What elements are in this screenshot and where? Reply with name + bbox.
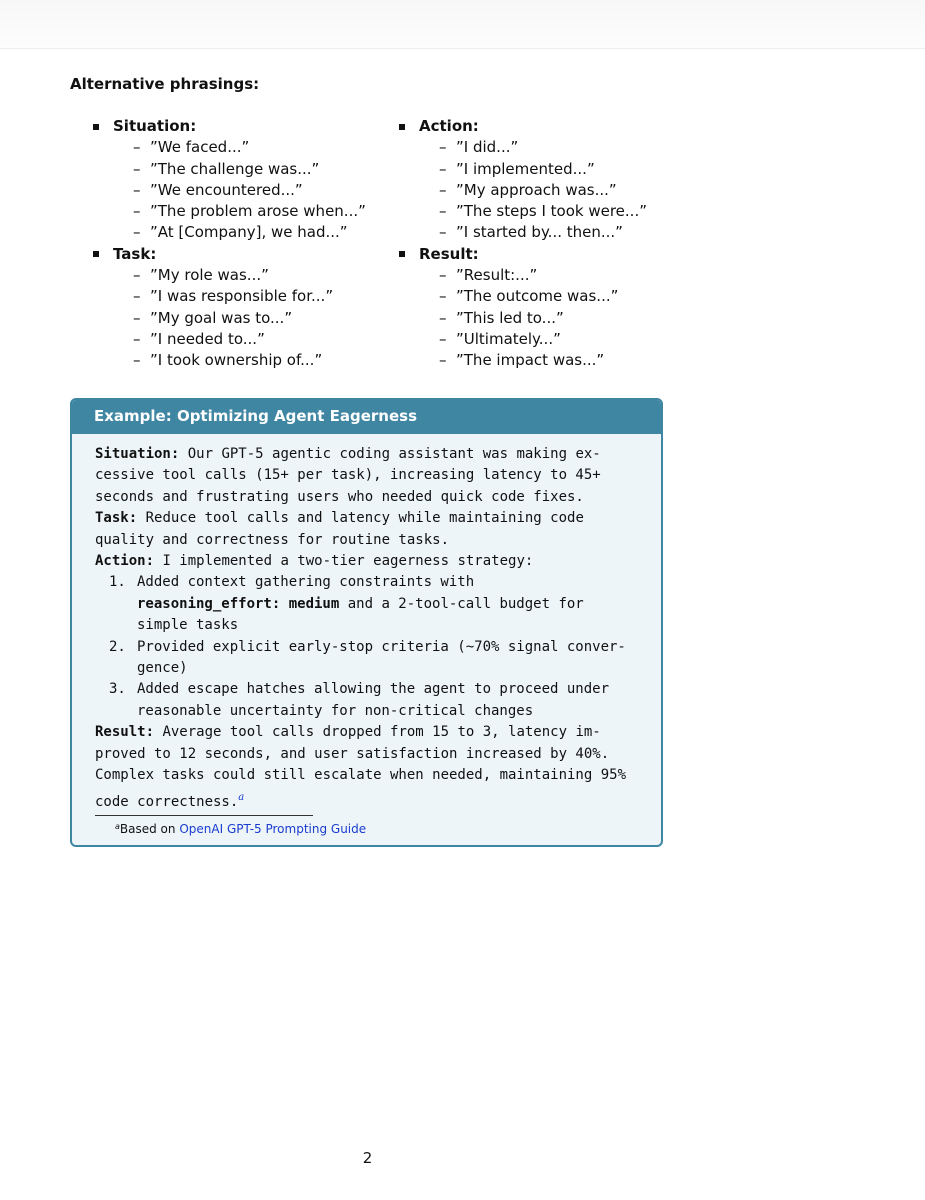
dash-icon: – xyxy=(439,287,447,306)
task-line xyxy=(95,508,661,529)
phrase-text: ”The problem arose when...” xyxy=(150,202,366,221)
list-item xyxy=(93,350,393,371)
category-result xyxy=(399,244,699,265)
task-text: Reduce tool calls and latency while maintaining code xyxy=(137,510,584,527)
phrase-text: ”My goal was to...” xyxy=(150,308,293,327)
step-text: reasonable uncertainty for non-critical changes xyxy=(137,702,534,719)
list-item xyxy=(93,159,393,180)
dash-icon: – xyxy=(133,223,141,242)
list-item xyxy=(93,180,393,201)
footnote xyxy=(95,816,661,840)
phrasing-column-left xyxy=(93,116,393,372)
category-label: Situation: xyxy=(113,117,197,135)
phrase-text: ”I did...” xyxy=(456,138,519,157)
phrasing-column-right xyxy=(399,116,699,372)
category-situation xyxy=(93,116,393,137)
dash-icon: – xyxy=(133,266,141,285)
list-item xyxy=(399,180,699,201)
category-task xyxy=(93,244,393,265)
example-box xyxy=(70,398,663,847)
example-body xyxy=(72,434,661,840)
situation-text: cessive tool calls (15+ per task), increasing latency to 45+ xyxy=(95,467,601,484)
list-item xyxy=(399,137,699,158)
page-number: 2 xyxy=(362,1149,373,1167)
phrase-text: ”My role was...” xyxy=(150,266,269,285)
example-title: Example: Optimizing Agent Eagerness xyxy=(72,400,661,434)
list-item xyxy=(93,222,393,243)
phrase-text: ”This led to...” xyxy=(456,308,564,327)
step-text: Added context gathering constraints with xyxy=(137,574,475,591)
section-heading: Alternative phrasings: xyxy=(70,75,260,93)
task-label: Task: xyxy=(95,510,138,527)
list-item xyxy=(95,572,661,593)
list-item xyxy=(399,265,699,286)
phrase-text: ”We encountered...” xyxy=(150,180,303,199)
dash-icon: – xyxy=(439,138,447,157)
situation-label: Situation: xyxy=(95,446,180,462)
category-label: Action: xyxy=(419,117,479,135)
step-number: 1. xyxy=(109,574,126,591)
action-intro: I implemented a two-tier eagerness strategy: xyxy=(154,553,534,570)
step-text: simple tasks xyxy=(137,617,239,634)
dash-icon: – xyxy=(439,351,447,370)
result-text: code correctness. xyxy=(95,793,239,810)
phrase-text: ”The steps I took were...” xyxy=(456,202,647,221)
situation-line xyxy=(95,444,661,465)
category-label: Result: xyxy=(419,244,479,263)
phrase-text: ”At [Company], we had...” xyxy=(150,223,348,242)
list-item xyxy=(399,329,699,350)
dash-icon: – xyxy=(133,308,141,327)
list-item xyxy=(93,308,393,329)
phrase-text: ”My approach was...” xyxy=(456,180,617,199)
step-text: Added escape hatches allowing the agent to proceed under xyxy=(137,681,610,698)
situation-text: Our GPT-5 agentic coding assistant was making ex- xyxy=(179,446,601,462)
action-line xyxy=(95,551,661,572)
result-text: proved to 12 seconds, and user satisfaction increased by 40%. xyxy=(95,745,610,762)
bullet-icon xyxy=(399,251,405,257)
bullet-icon xyxy=(399,124,405,130)
situation-text: seconds and frustrating users who needed quick code fixes. xyxy=(95,488,584,505)
result-line xyxy=(95,722,661,743)
dash-icon: – xyxy=(133,202,141,221)
list-item xyxy=(399,222,699,243)
result-text: Complex tasks could still escalate when needed, maintaining 95% xyxy=(95,767,627,784)
dash-icon: – xyxy=(133,287,141,306)
dash-icon: – xyxy=(133,329,141,348)
footnote-reference-link[interactable]: a xyxy=(238,791,245,803)
list-item xyxy=(93,265,393,286)
list-item xyxy=(399,159,699,180)
dash-icon: – xyxy=(133,159,141,178)
list-item xyxy=(399,201,699,222)
list-item xyxy=(95,637,661,658)
list-item xyxy=(95,679,661,700)
category-label: Task: xyxy=(113,244,157,263)
task-text: quality and correctness for routine tasks. xyxy=(95,531,450,548)
dash-icon: – xyxy=(439,159,447,178)
list-item xyxy=(93,286,393,307)
dash-icon: – xyxy=(133,180,141,199)
dash-icon: – xyxy=(439,329,447,348)
result-text: Average tool calls dropped from 15 to 3, latency im- xyxy=(154,724,601,741)
list-item xyxy=(93,329,393,350)
action-label: Action: xyxy=(95,553,155,570)
list-item xyxy=(399,350,699,371)
dash-icon: – xyxy=(133,138,141,157)
result-text-last xyxy=(95,787,661,813)
phrase-text: ”I needed to...” xyxy=(150,329,265,348)
footnote-prefix: Based on xyxy=(119,821,180,836)
category-action xyxy=(399,116,699,137)
dash-icon: – xyxy=(439,308,447,327)
phrase-text: ”Ultimately...” xyxy=(456,329,561,348)
dash-icon: – xyxy=(439,266,447,285)
phrase-text: ”I started by... then...” xyxy=(456,223,623,242)
phrase-text: ”The challenge was...” xyxy=(150,159,320,178)
dash-icon: – xyxy=(439,180,447,199)
dash-icon: – xyxy=(439,223,447,242)
phrase-text: ”I took ownership of...” xyxy=(150,351,323,370)
step-text: Provided explicit early-stop criteria (~70% signal conver- xyxy=(137,638,626,655)
bullet-icon xyxy=(93,124,99,130)
prompting-guide-link[interactable]: OpenAI GPT-5 Prompting Guide xyxy=(179,821,367,836)
bullet-icon xyxy=(93,251,99,257)
dash-icon: – xyxy=(133,351,141,370)
step-text: and a 2-tool-call budget for xyxy=(339,595,584,612)
step-text-continued xyxy=(95,594,661,615)
list-item xyxy=(93,201,393,222)
phrase-text: ”Result:...” xyxy=(456,266,538,285)
phrase-text: ”I implemented...” xyxy=(456,159,595,178)
phrase-text: ”I was responsible for...” xyxy=(150,287,334,306)
list-item xyxy=(399,308,699,329)
phrase-text: ”The impact was...” xyxy=(456,351,605,370)
list-item xyxy=(93,137,393,158)
step-text: gence) xyxy=(137,660,188,677)
code-span: reasoning_effort: medium xyxy=(137,595,340,612)
footnote-mark: a xyxy=(115,821,120,831)
step-number: 2. xyxy=(109,638,126,655)
page-top-band xyxy=(0,0,925,49)
dash-icon: – xyxy=(439,202,447,221)
list-item xyxy=(399,286,699,307)
phrase-text: ”We faced...” xyxy=(150,138,250,157)
phrase-text: ”The outcome was...” xyxy=(456,287,619,306)
step-number: 3. xyxy=(109,681,126,698)
result-label: Result: xyxy=(95,724,155,741)
